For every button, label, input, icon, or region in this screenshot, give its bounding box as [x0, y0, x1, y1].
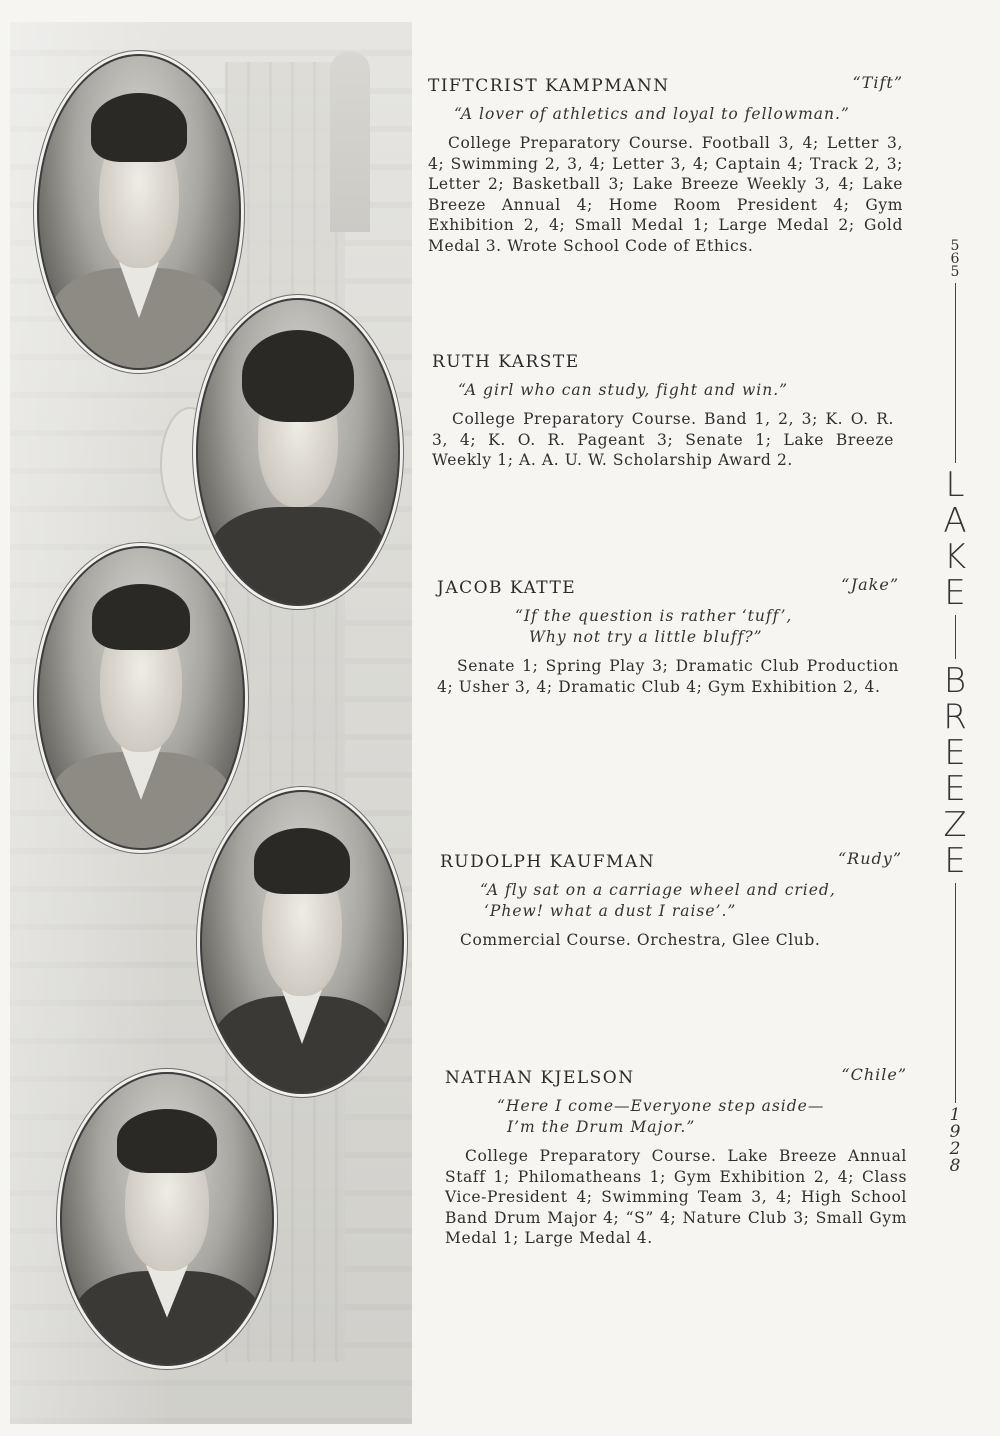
- title-word-lake: L A K E: [943, 465, 967, 613]
- portrait-photo-kaufman: [200, 790, 404, 1094]
- divider-line: [955, 615, 956, 659]
- portrait-photo-kampmann: [37, 54, 241, 370]
- student-activities: College Preparatory Course. Lake Breeze Annual Staff 1; Philomatheans 1; Gym Exhibition 2, 4; Class Vice-President 4; Swimming Team 3, 4; High School Band Drum Major 4; “S” 4; Nature Club 3; Small Gym Medal 1; Large Medal 4.: [445, 1147, 907, 1247]
- student-entry-kaufman: [440, 849, 902, 951]
- student-activities: Senate 1; Spring Play 3; Dramatic Club Production 4; Usher 3, 4; Dramatic Club 4; Gym Exhibition 2, 4.: [437, 657, 899, 696]
- margin-title-lake-breeze: [935, 240, 975, 1280]
- quote-line: “If the question is rather ‘tuff’,: [515, 607, 793, 625]
- student-quote: “A girl who can study, fight and win.”: [458, 381, 789, 399]
- quote-line: Why not try a little bluff?”: [529, 628, 763, 646]
- tower-spire: [330, 52, 370, 232]
- portrait-photo-katte: [37, 546, 245, 850]
- student-activities: College Preparatory Course. Football 3, 4; Letter 3, 4; Swimming 2, 3, 4; Letter 3, 4; Captain 4; Track 2, 3; Letter 2; Basketball 3; Lake Breeze Weekly 3, 4; Lake Breeze Annual 4; Home Room President 4; Gym Exhibition 2, 4; Small Medal 1; Large Medal 2; Gold Medal 3. Wrote School Code of Ethics.: [428, 134, 903, 255]
- student-quote: [497, 1096, 907, 1138]
- student-activities: Commercial Course. Orchestra, Glee Club.: [460, 931, 821, 949]
- student-entry-katte: [437, 575, 899, 697]
- student-quote: [480, 880, 902, 922]
- quote-line: “Here I come—Everyone step aside—: [497, 1097, 825, 1115]
- student-entry-kampmann: [428, 73, 903, 256]
- student-nickname: “Chile”: [841, 1065, 907, 1084]
- portrait-photo-karste: [196, 298, 400, 606]
- student-activities: College Preparatory Course. Band 1, 2, 3; K. O. R. 3, 4; K. O. R. Pageant 3; Senate 1; Lake Breeze Weekly 1; A. A. U. W. Scholarship Award 2.: [432, 410, 894, 469]
- student-name: RUTH KARSTE: [432, 352, 580, 372]
- title-word-breeze: B R E E Z E: [943, 661, 967, 881]
- quote-line: I’m the Drum Major.”: [507, 1118, 696, 1136]
- student-nickname: “Tift”: [852, 73, 903, 92]
- quote-line: ‘Phew! what a dust I raise’.”: [484, 902, 737, 920]
- student-quote: [515, 606, 899, 648]
- divider-line: [955, 283, 956, 463]
- student-name: RUDOLPH KAUFMAN: [440, 852, 656, 872]
- student-entry-karste: [432, 352, 894, 471]
- student-quote: “A lover of athletics and loyal to fellowman.”: [454, 105, 850, 123]
- portrait-photo-kjelson: [60, 1072, 274, 1366]
- page-number: 5 6 5: [950, 238, 960, 280]
- divider-line: [955, 883, 956, 1103]
- student-name: NATHAN KJELSON: [445, 1068, 635, 1088]
- student-name: TIFTCRIST KAMPMANN: [428, 76, 670, 96]
- student-nickname: “Jake”: [841, 575, 899, 594]
- year-label: 1 9 2 8: [949, 1105, 961, 1176]
- student-entry-kjelson: [445, 1065, 907, 1249]
- student-name: JACOB KATTE: [437, 578, 577, 598]
- quote-line: “A fly sat on a carriage wheel and cried,: [480, 881, 836, 899]
- student-nickname: “Rudy”: [838, 849, 902, 868]
- photo-strip-background: [10, 22, 412, 1424]
